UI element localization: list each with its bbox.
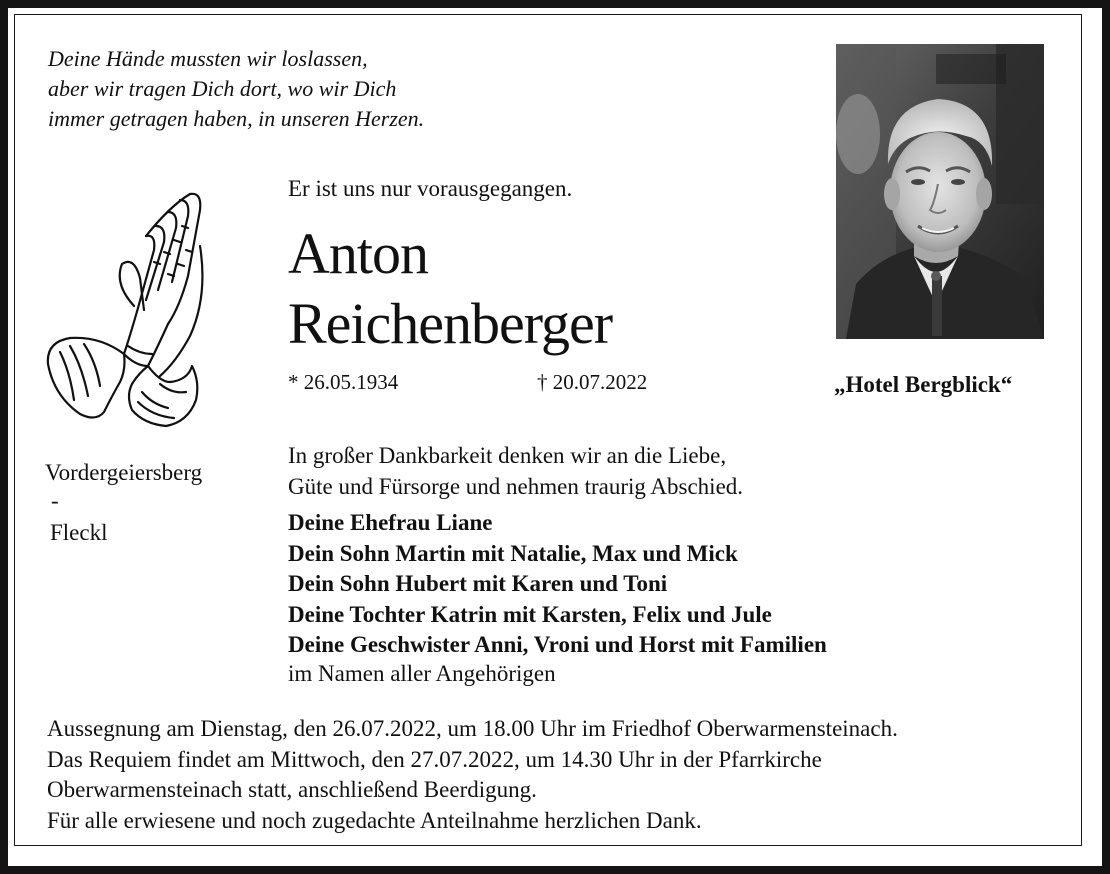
mourner: Deine Tochter Katrin mit Karsten, Felix und Jule [288, 601, 772, 627]
place-separator: - [51, 488, 59, 513]
announcement-line: Für alle erwiesene und noch zugedachte Anteilnahme herzlichen Dank. [47, 807, 702, 833]
announcement-line: Oberwarmensteinach statt, anschließend Beerdigung. [47, 777, 537, 802]
on-behalf-text: im Namen aller Angehörigen [288, 661, 556, 686]
place-name: Vordergeiersberg [45, 460, 203, 485]
poem-line: Deine Hände mussten wir loslassen, [48, 46, 368, 71]
portrait-photo [836, 44, 1044, 339]
mourner: Dein Sohn Hubert mit Karen und Toni [288, 571, 668, 596]
hotel-name: „Hotel Bergblick“ [834, 372, 1013, 397]
first-name: Anton [288, 221, 428, 286]
poem-line: aber wir tragen Dich dort, wo wir Dich [48, 76, 397, 101]
poem [48, 44, 424, 134]
announcement-line: Das Requiem findet am Mittwoch, den 27.07.2022, um 14.30 Uhr in der Pfarrkirche [47, 746, 822, 772]
announcement-line: Aussegnung am Dienstag, den 26.07.2022, um 18.00 Uhr im Friedhof Oberwarmensteinach. [47, 716, 898, 741]
subtitle: Er ist uns nur vorausgegangen. [288, 176, 573, 201]
place-name: Fleckl [50, 520, 108, 545]
death-date: † 20.07.2022 [537, 370, 648, 394]
gratitude-line: Güte und Fürsorge und nehmen traurig Abschied. [288, 474, 744, 499]
poem-line: immer getragen haben, in unseren Herzen. [48, 106, 425, 131]
gratitude-text [288, 440, 743, 502]
gratitude-line: In großer Dankbarkeit denken wir an die Liebe, [288, 443, 727, 468]
birth-date: * 26.05.1934 [288, 370, 399, 394]
mourners-list [288, 508, 827, 661]
last-name: Reichenberger [288, 291, 613, 356]
funeral-announcement [47, 714, 898, 836]
praying-hands-icon [40, 186, 210, 436]
mourner: Deine Ehefrau Liane [288, 510, 493, 535]
mourner: Dein Sohn Martin mit Natalie, Max und Mick [288, 540, 738, 566]
mourner: Deine Geschwister Anni, Vroni und Horst mit Familien [288, 632, 827, 657]
